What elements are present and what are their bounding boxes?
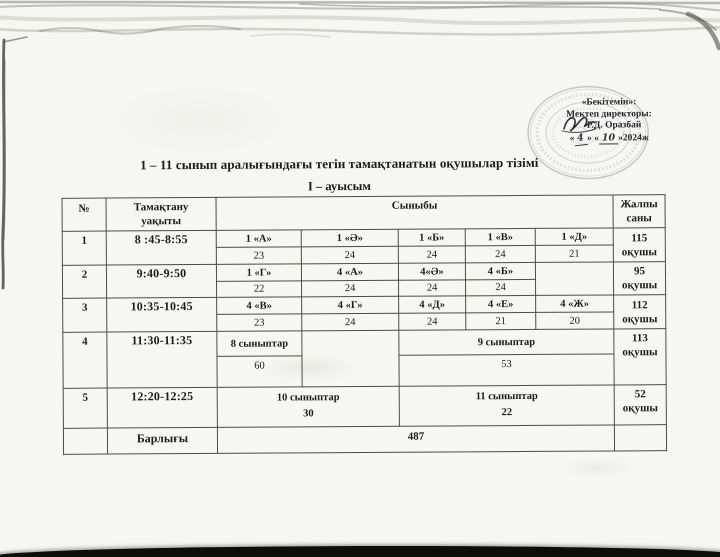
class-cell: 4 «Б» — [465, 262, 535, 279]
time-cell: 9:40-9:50 — [106, 264, 216, 298]
page-title: 1 – 11 сынып аралығындағы тегін тамақтанатын оқушылар тізімі — [140, 154, 539, 173]
row-number: 5 — [63, 388, 107, 428]
header-time-line1: Тамақтану — [133, 201, 189, 214]
empty-cell — [63, 428, 107, 454]
class-cell: 1 «Б» — [398, 229, 465, 246]
count-cell: 21 — [535, 245, 613, 262]
class-cell: 1 «Д» — [535, 228, 613, 245]
count-cell: 22 — [217, 281, 302, 298]
table-footer-row — [63, 425, 666, 455]
empty-cell — [302, 330, 399, 387]
total-unit: оқушы — [622, 346, 658, 359]
class-cell: 4 «Д» — [399, 296, 466, 313]
total-cell — [614, 385, 666, 425]
total-cell — [613, 262, 665, 295]
row-number: 2 — [62, 265, 106, 298]
class-cell: 4 «В» — [217, 297, 302, 315]
count-cell: 53 — [399, 354, 614, 386]
class-cell: 4 «Г» — [302, 296, 399, 314]
count-cell: 23 — [216, 247, 301, 265]
time-cell: 8 :45-8:55 — [106, 230, 216, 265]
count-cell: 24 — [398, 246, 465, 263]
total-count: 52 — [634, 388, 646, 401]
count-cell: 20 — [536, 312, 614, 329]
count-cell: 21 — [466, 312, 536, 329]
time-cell: 11:30-11:35 — [107, 331, 217, 388]
row-number: 4 — [63, 332, 107, 388]
total-count: 95 — [633, 265, 646, 278]
row-number: 1 — [62, 231, 106, 265]
table-header-row — [62, 195, 665, 232]
class-cell: 1 «Ә» — [301, 229, 398, 247]
count-cell: 24 — [302, 313, 399, 331]
date-month-handwritten: 10 — [599, 132, 618, 145]
header-total — [613, 195, 665, 228]
grade-group-cell — [399, 385, 614, 426]
date-mid: » « — [586, 133, 599, 144]
table-row — [63, 385, 666, 429]
grade-group-cell: 9 сыныптар — [399, 329, 614, 355]
class-cell: 4 «Е» — [466, 295, 536, 312]
header-time — [106, 197, 216, 231]
date-close: »2024ж — [618, 132, 649, 143]
class-cell: 4 «А» — [301, 263, 398, 281]
director-label: Мектеп директоры: — [566, 108, 652, 120]
grade-group-count: 22 — [501, 407, 513, 419]
total-unit: оқушы — [622, 312, 658, 325]
header-total-line2: саны — [626, 212, 652, 225]
header-classes: Сыныбы — [216, 195, 613, 230]
total-cell — [613, 228, 665, 262]
total-count: 115 — [631, 231, 648, 244]
approval-block — [555, 97, 663, 145]
grand-total-value: 487 — [217, 425, 614, 453]
empty-cell — [614, 425, 666, 451]
class-cell-empty — [535, 262, 613, 295]
total-count: 113 — [631, 332, 648, 345]
date-day-handwritten: 4 — [574, 131, 588, 145]
page-subtitle: I – ауысым — [307, 178, 371, 194]
table-row — [62, 262, 665, 283]
header-num: № — [62, 198, 106, 231]
time-cell: 12:20-12:25 — [107, 387, 217, 428]
count-cell: 24 — [399, 313, 466, 330]
class-cell: 4«Ә» — [398, 263, 465, 280]
class-cell: 4 «Ж» — [536, 295, 614, 312]
grade-group-cell: 8 сыныптар — [217, 331, 302, 357]
grade-group-cell — [217, 386, 399, 427]
director-name: Р.Д. Оразбай — [586, 120, 642, 131]
total-count: 112 — [631, 298, 648, 311]
count-cell: 24 — [301, 246, 398, 264]
class-cell: 1 «В» — [465, 228, 535, 245]
meal-schedule-table — [62, 194, 668, 455]
count-cell: 24 — [466, 279, 536, 295]
approve-label: «Бекітемін»: — [581, 97, 637, 108]
director-name-line — [555, 120, 663, 132]
total-unit: оқушы — [622, 402, 658, 415]
table-row — [63, 329, 666, 358]
count-cell: 24 — [399, 280, 466, 296]
total-unit: оқушы — [621, 245, 658, 258]
count-cell: 23 — [217, 314, 302, 332]
date-open: « — [569, 133, 575, 144]
time-cell: 10:35-10:45 — [107, 297, 217, 332]
count-cell: 24 — [302, 280, 399, 297]
total-unit: оқушы — [621, 279, 658, 292]
header-time-line2: уақыты — [141, 215, 182, 228]
class-cell: 1 «А» — [216, 230, 301, 248]
grade-group-label: 11 сыныптар — [475, 390, 538, 403]
class-cell: 1 «Г» — [216, 264, 301, 282]
count-cell: 60 — [217, 356, 302, 388]
grand-total-label: Барлығы — [107, 427, 217, 454]
row-number: 3 — [63, 298, 107, 332]
total-cell — [614, 295, 666, 329]
header-total-line1: Жалпы — [620, 198, 658, 211]
grade-group-count: 30 — [303, 408, 314, 420]
count-cell: 24 — [465, 245, 535, 262]
grade-group-label: 10 сыныптар — [276, 392, 340, 404]
signature-icon — [561, 114, 599, 136]
total-cell — [614, 329, 666, 385]
